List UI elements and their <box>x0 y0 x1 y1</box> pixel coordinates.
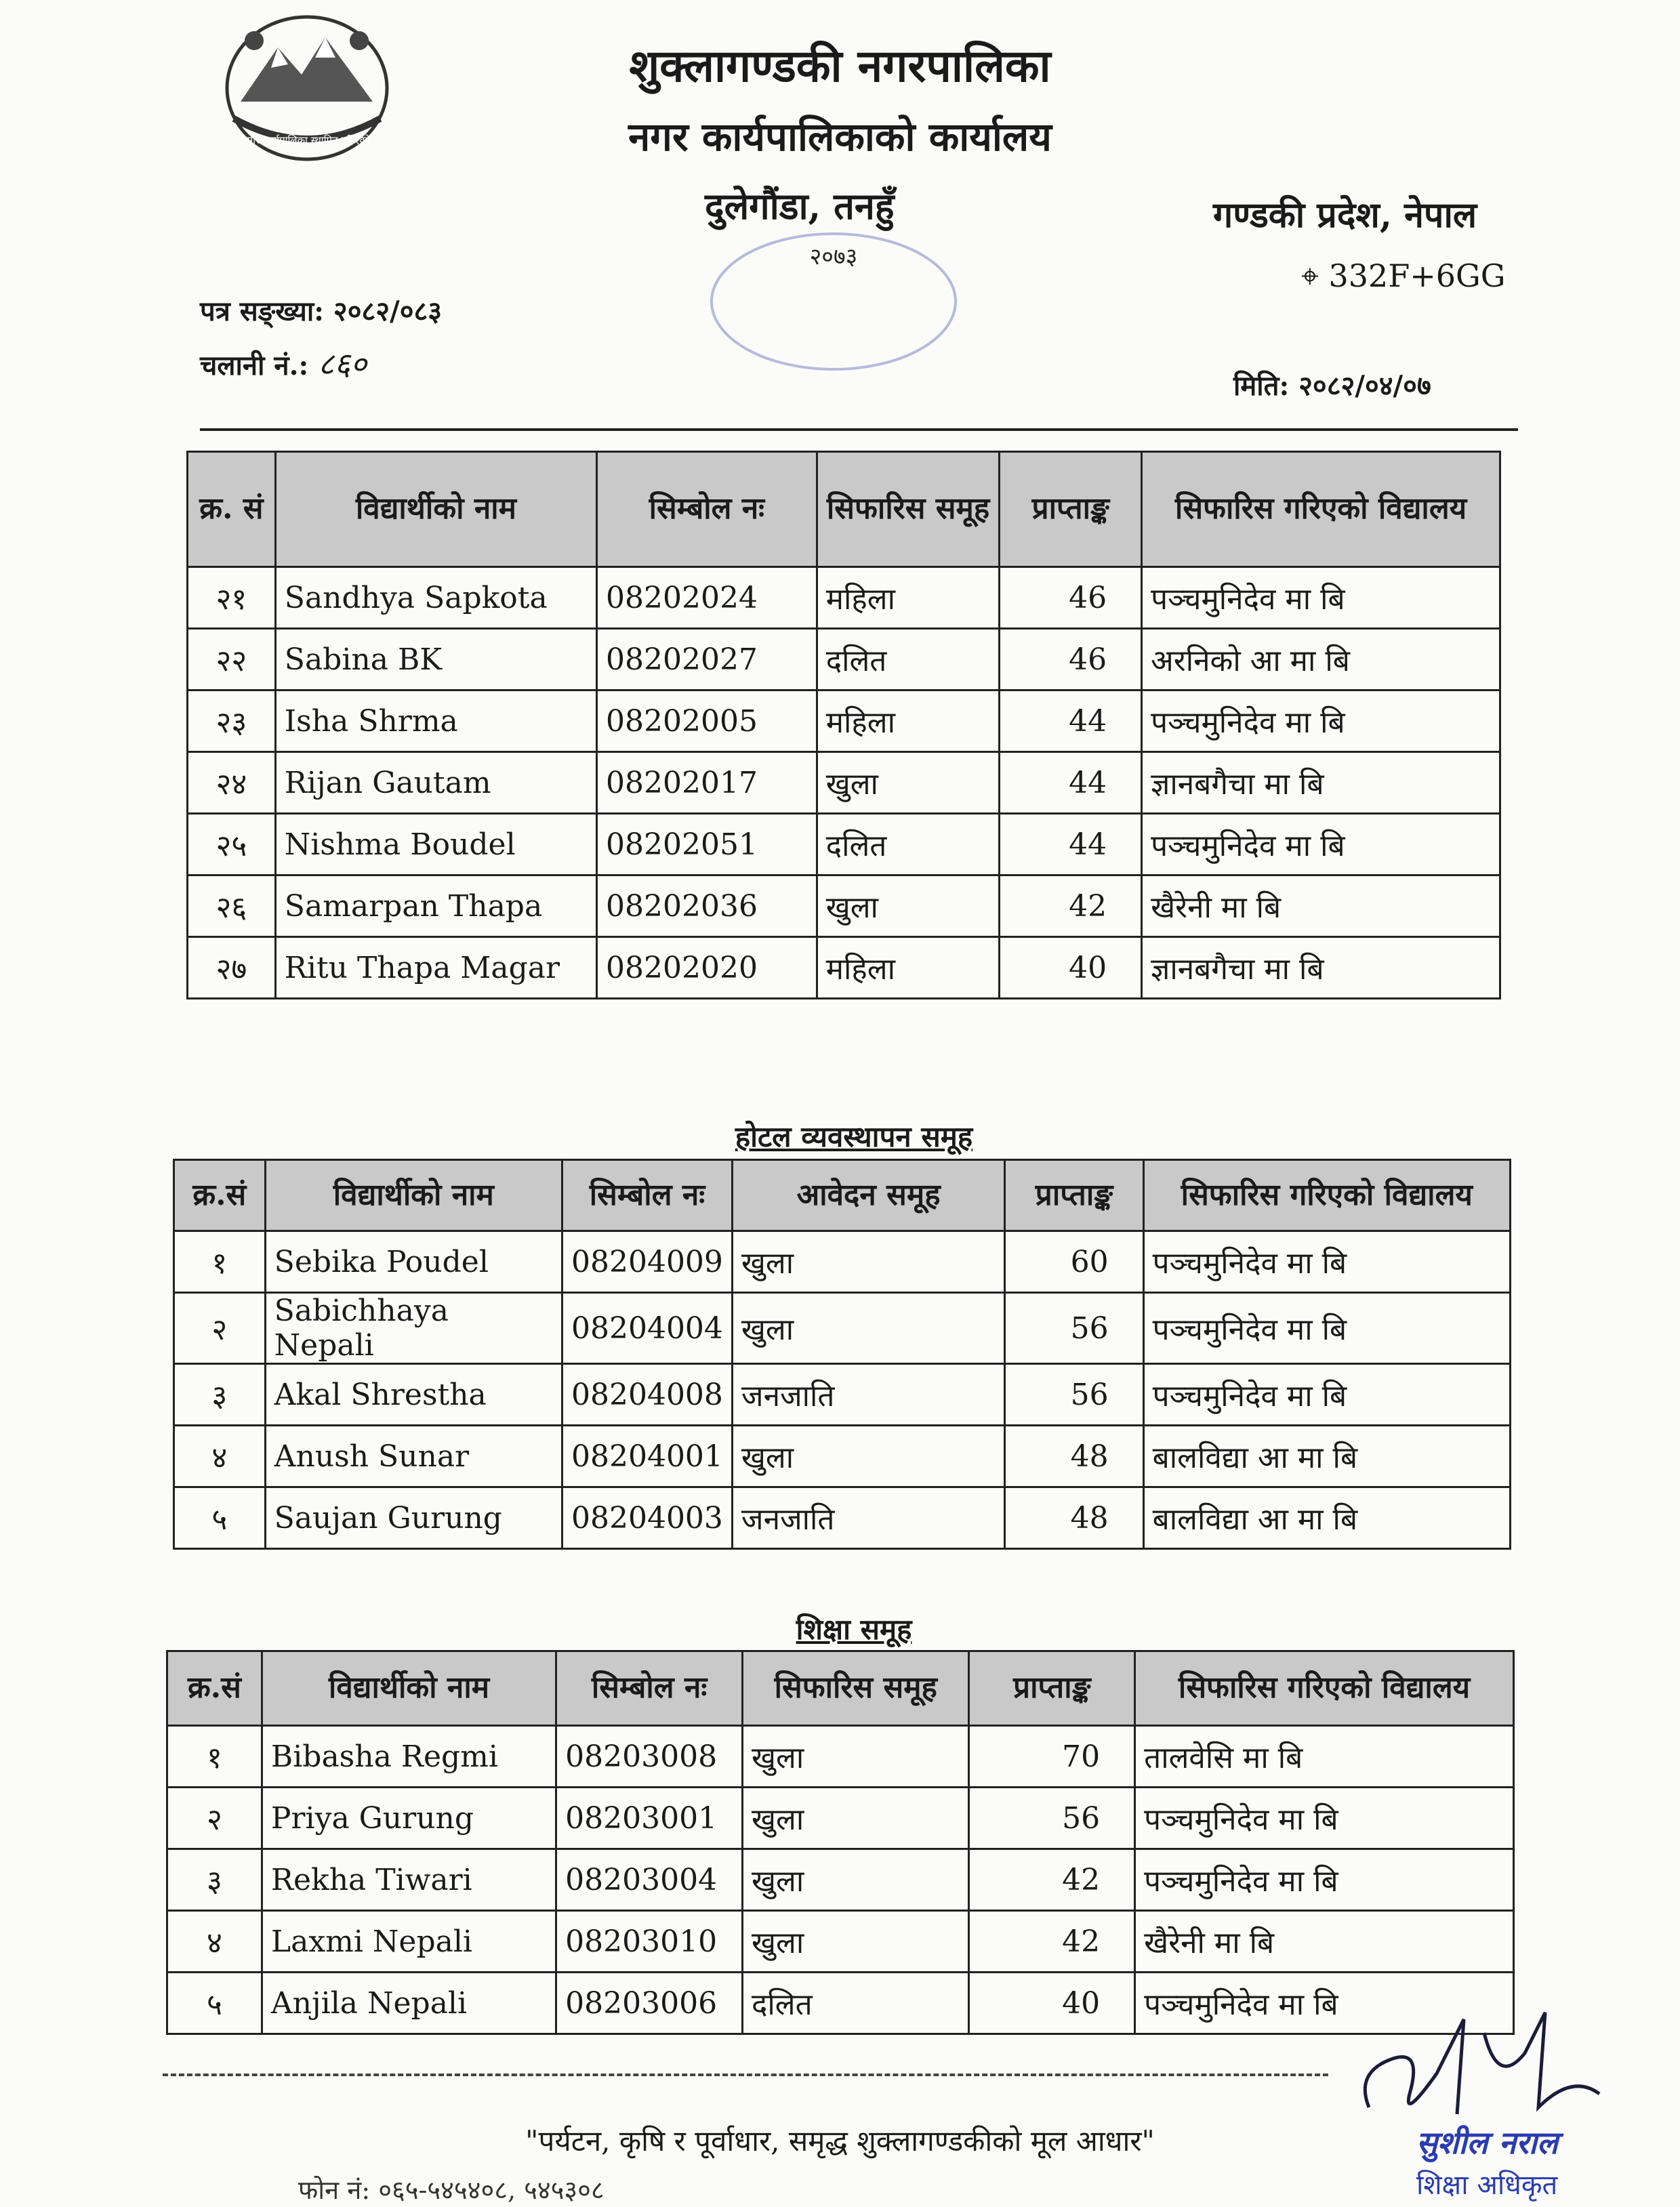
table-row <box>188 752 1500 814</box>
letter-number: पत्र सङ्ख्या: २०८२/०८३ <box>200 295 443 327</box>
cell-student-name: Anjila Nepali <box>262 1973 556 2034</box>
cell-symbol-number: 08202017 <box>597 752 817 814</box>
column-header-serial: क्र.सं <box>167 1651 262 1726</box>
cell-serial: ३ <box>174 1364 266 1426</box>
table-body <box>188 567 1500 999</box>
cell-marks: 48 <box>1005 1487 1143 1549</box>
section-title-education: शिक्षा समूह <box>796 1613 912 1646</box>
cell-serial: १ <box>167 1726 262 1788</box>
cell-student-name: Ritu Thapa Magar <box>275 937 596 999</box>
cell-school: बालविद्या आ मा बि <box>1143 1487 1510 1549</box>
cell-school: पञ्चमुनिदेव मा बि <box>1143 1231 1510 1293</box>
cell-symbol-number: 08203008 <box>556 1726 743 1788</box>
cell-school: पञ्चमुनिदेव मा बि <box>1135 1973 1514 2034</box>
table-row <box>188 937 1500 999</box>
cell-student-name: Anush Sunar <box>265 1426 562 1487</box>
column-header-student-name: विद्यार्थीको नाम <box>265 1160 562 1231</box>
cell-marks: 44 <box>1000 752 1142 814</box>
cell-school: पञ्चमुनिदेव मा बि <box>1142 567 1500 629</box>
cell-school: खैरेनी मा बि <box>1142 875 1500 937</box>
column-header-symbol-number: सिम्बोल नः <box>562 1160 732 1231</box>
cell-group: महिला <box>817 567 1000 629</box>
cell-marks: 44 <box>1000 814 1142 875</box>
office-location: दुलेगौंडा, तनहुँ <box>705 184 895 228</box>
column-header-school: सिफारिस गरिएको विद्यालय <box>1143 1160 1510 1231</box>
cell-symbol-number: 08203004 <box>556 1849 743 1911</box>
header-divider <box>200 428 1518 431</box>
table-row <box>174 1426 1511 1487</box>
signer-title: शिक्षा अधिकृत <box>1416 2170 1558 2201</box>
table-row <box>167 1726 1514 1788</box>
column-header-group: सिफारिस समूह <box>817 452 1000 567</box>
cell-symbol-number: 08202036 <box>597 875 817 937</box>
cell-group: खुला <box>732 1293 1004 1364</box>
column-header-marks: प्राप्ताङ्क <box>1000 452 1142 567</box>
cell-student-name: Sebika Poudel <box>265 1231 562 1293</box>
cell-group: महिला <box>817 690 1000 752</box>
table-row <box>188 814 1500 875</box>
cell-serial: ३ <box>167 1849 262 1911</box>
cell-marks: 48 <box>1005 1426 1143 1487</box>
cell-student-name: Sabina BK <box>275 629 596 690</box>
cell-serial: १ <box>174 1231 266 1293</box>
cell-school: खैरेनी मा बि <box>1135 1911 1514 1973</box>
cell-group: खुला <box>743 1911 969 1973</box>
cell-group: महिला <box>817 937 1000 999</box>
logo-text: नगर कार्यपालिका स्थापित गरिएको <box>244 134 370 146</box>
cell-group: जनजाति <box>732 1364 1004 1426</box>
table-row <box>174 1364 1511 1426</box>
cell-student-name: Samarpan Thapa <box>275 875 596 937</box>
letter-date: मिति: २०८२/०४/०७ <box>1233 370 1431 402</box>
recommendation-table-education <box>166 1650 1515 2035</box>
cell-student-name: Sabichhaya Nepali <box>265 1293 562 1364</box>
cell-student-name: Bibasha Regmi <box>262 1726 556 1788</box>
cell-group: दलित <box>817 814 1000 875</box>
section-title-hotel: होटल व्यवस्थापन समूह <box>735 1120 973 1153</box>
column-header-symbol-number: सिम्बोल नः <box>556 1651 743 1726</box>
table-header-row <box>188 452 1500 567</box>
recommendation-table-hotel <box>173 1159 1511 1550</box>
cell-student-name: Rekha Tiwari <box>262 1849 556 1911</box>
table-header-row <box>167 1651 1514 1726</box>
cell-student-name: Akal Shrestha <box>265 1364 562 1426</box>
cell-marks: 44 <box>1000 690 1142 752</box>
cell-group: दलित <box>817 629 1000 690</box>
chalani-value: ८६० <box>318 346 367 382</box>
cell-serial: ५ <box>174 1487 266 1549</box>
table-row <box>167 1788 1514 1849</box>
cell-student-name: Isha Shrma <box>275 690 596 752</box>
cell-school: बालविद्या आ मा बि <box>1143 1426 1510 1487</box>
cell-group: खुला <box>817 875 1000 937</box>
cell-group: खुला <box>743 1726 969 1788</box>
cell-marks: 70 <box>969 1726 1135 1788</box>
cell-student-name: Laxmi Nepali <box>262 1911 556 1973</box>
office-stamp <box>698 224 969 379</box>
signature <box>1328 1992 1620 2128</box>
cell-school: पञ्चमुनिदेव मा बि <box>1142 690 1500 752</box>
chalani-label: चलानी नं.: <box>200 350 309 381</box>
cell-serial: २७ <box>188 937 276 999</box>
table-row <box>167 1911 1514 1973</box>
cell-symbol-number: 08202024 <box>597 567 817 629</box>
cell-marks: 42 <box>969 1911 1135 1973</box>
cell-group: खुला <box>743 1788 969 1849</box>
cell-marks: 42 <box>969 1849 1135 1911</box>
stamp-year: २०७३ <box>809 243 858 270</box>
cell-school: ज्ञानबगैचा मा बि <box>1142 937 1500 999</box>
cell-student-name: Rijan Gautam <box>275 752 596 814</box>
cell-serial: २ <box>167 1788 262 1849</box>
cell-symbol-number: 08203010 <box>556 1911 743 1973</box>
cell-school: पञ्चमुनिदेव मा बि <box>1143 1293 1510 1364</box>
table-row <box>174 1293 1511 1364</box>
cell-school: अरनिको आ मा बि <box>1142 629 1500 690</box>
column-header-serial: क्र.सं <box>174 1160 266 1231</box>
column-header-marks: प्राप्ताङ्क <box>969 1651 1135 1726</box>
cell-symbol-number: 08204004 <box>562 1293 732 1364</box>
cell-serial: २४ <box>188 752 276 814</box>
column-header-group: आवेदन समूह <box>732 1160 1004 1231</box>
cell-symbol-number: 08204009 <box>562 1231 732 1293</box>
cell-symbol-number: 08203006 <box>556 1973 743 2034</box>
table-row <box>174 1231 1511 1293</box>
cell-serial: ५ <box>167 1973 262 2034</box>
province-label: गण्डकी प्रदेश, नेपाल <box>1213 194 1477 236</box>
plus-code: ⌖ 332F+6GG <box>1301 257 1506 294</box>
cell-symbol-number: 08202051 <box>597 814 817 875</box>
cell-school: पञ्चमुनिदेव मा बि <box>1135 1788 1514 1849</box>
cell-school: पञ्चमुनिदेव मा बि <box>1135 1849 1514 1911</box>
table-row <box>188 875 1500 937</box>
cell-group: खुला <box>817 752 1000 814</box>
cell-symbol-number: 08203001 <box>556 1788 743 1849</box>
column-header-marks: प्राप्ताङ्क <box>1005 1160 1143 1231</box>
cell-symbol-number: 08204003 <box>562 1487 732 1549</box>
cell-group: दलित <box>743 1973 969 2034</box>
column-header-school: सिफारिस गरिएको विद्यालय <box>1135 1651 1514 1726</box>
cell-serial: २५ <box>188 814 276 875</box>
chalani-number <box>200 342 367 384</box>
signer-name: सुशील नराल <box>1416 2124 1558 2161</box>
cell-student-name: Sandhya Sapkota <box>275 567 596 629</box>
cell-student-name: Priya Gurung <box>262 1788 556 1849</box>
cell-serial: २१ <box>188 567 276 629</box>
cell-marks: 56 <box>969 1788 1135 1849</box>
table-row <box>188 690 1500 752</box>
footer-divider <box>163 2074 1328 2076</box>
cell-symbol-number: 08204008 <box>562 1364 732 1426</box>
footer-phone: फोन नं: ०६५-५४५४०८, ५४५३०८ <box>298 2175 605 2205</box>
cell-group: खुला <box>743 1849 969 1911</box>
cell-group: खुला <box>732 1231 1004 1293</box>
cell-symbol-number: 08202005 <box>597 690 817 752</box>
table-row <box>174 1487 1511 1549</box>
column-header-serial: क्र. सं <box>188 452 276 567</box>
cell-student-name: Saujan Gurung <box>265 1487 562 1549</box>
table-body <box>167 1726 1514 2034</box>
cell-group: खुला <box>732 1426 1004 1487</box>
table-row <box>167 1849 1514 1911</box>
cell-serial: ४ <box>167 1911 262 1973</box>
cell-serial: २ <box>174 1293 266 1364</box>
cell-marks: 56 <box>1005 1293 1143 1364</box>
cell-group: जनजाति <box>732 1487 1004 1549</box>
column-header-school: सिफारिस गरिएको विद्यालय <box>1142 452 1500 567</box>
cell-marks: 40 <box>1000 937 1142 999</box>
cell-school: पञ्चमुनिदेव मा बि <box>1142 814 1500 875</box>
cell-symbol-number: 08202027 <box>597 629 817 690</box>
column-header-student-name: विद्यार्थीको नाम <box>262 1651 556 1726</box>
recommendation-table-1 <box>186 451 1501 999</box>
column-header-student-name: विद्यार्थीको नाम <box>275 452 596 567</box>
column-header-symbol-number: सिम्बोल नः <box>597 452 817 567</box>
cell-serial: २२ <box>188 629 276 690</box>
cell-school: तालवेसि मा बि <box>1135 1726 1514 1788</box>
cell-serial: ४ <box>174 1426 266 1487</box>
cell-marks: 42 <box>1000 875 1142 937</box>
table-row <box>188 629 1500 690</box>
office-title: शुक्लागण्डकी नगरपालिका <box>629 39 1051 92</box>
footer-motto: "पर्यटन, कृषि र पूर्वाधार, समृद्ध शुक्लागण्डकीको मूल आधार" <box>525 2124 1155 2158</box>
table-row <box>188 567 1500 629</box>
cell-serial: २३ <box>188 690 276 752</box>
cell-symbol-number: 08202020 <box>597 937 817 999</box>
cell-marks: 46 <box>1000 629 1142 690</box>
cell-symbol-number: 08204001 <box>562 1426 732 1487</box>
office-subtitle: नगर कार्यपालिकाको कार्यालय <box>628 114 1052 160</box>
table-body <box>174 1231 1511 1549</box>
table-row <box>167 1973 1514 2034</box>
column-header-group: सिफारिस समूह <box>743 1651 969 1726</box>
cell-marks: 46 <box>1000 567 1142 629</box>
cell-school: ज्ञानबगैचा मा बि <box>1142 752 1500 814</box>
cell-school: पञ्चमुनिदेव मा बि <box>1143 1364 1510 1426</box>
cell-student-name: Nishma Boudel <box>275 814 596 875</box>
cell-marks: 40 <box>969 1973 1135 2034</box>
cell-marks: 56 <box>1005 1364 1143 1426</box>
cell-marks: 60 <box>1005 1231 1143 1293</box>
cell-serial: २६ <box>188 875 276 937</box>
table-header-row <box>174 1160 1511 1231</box>
